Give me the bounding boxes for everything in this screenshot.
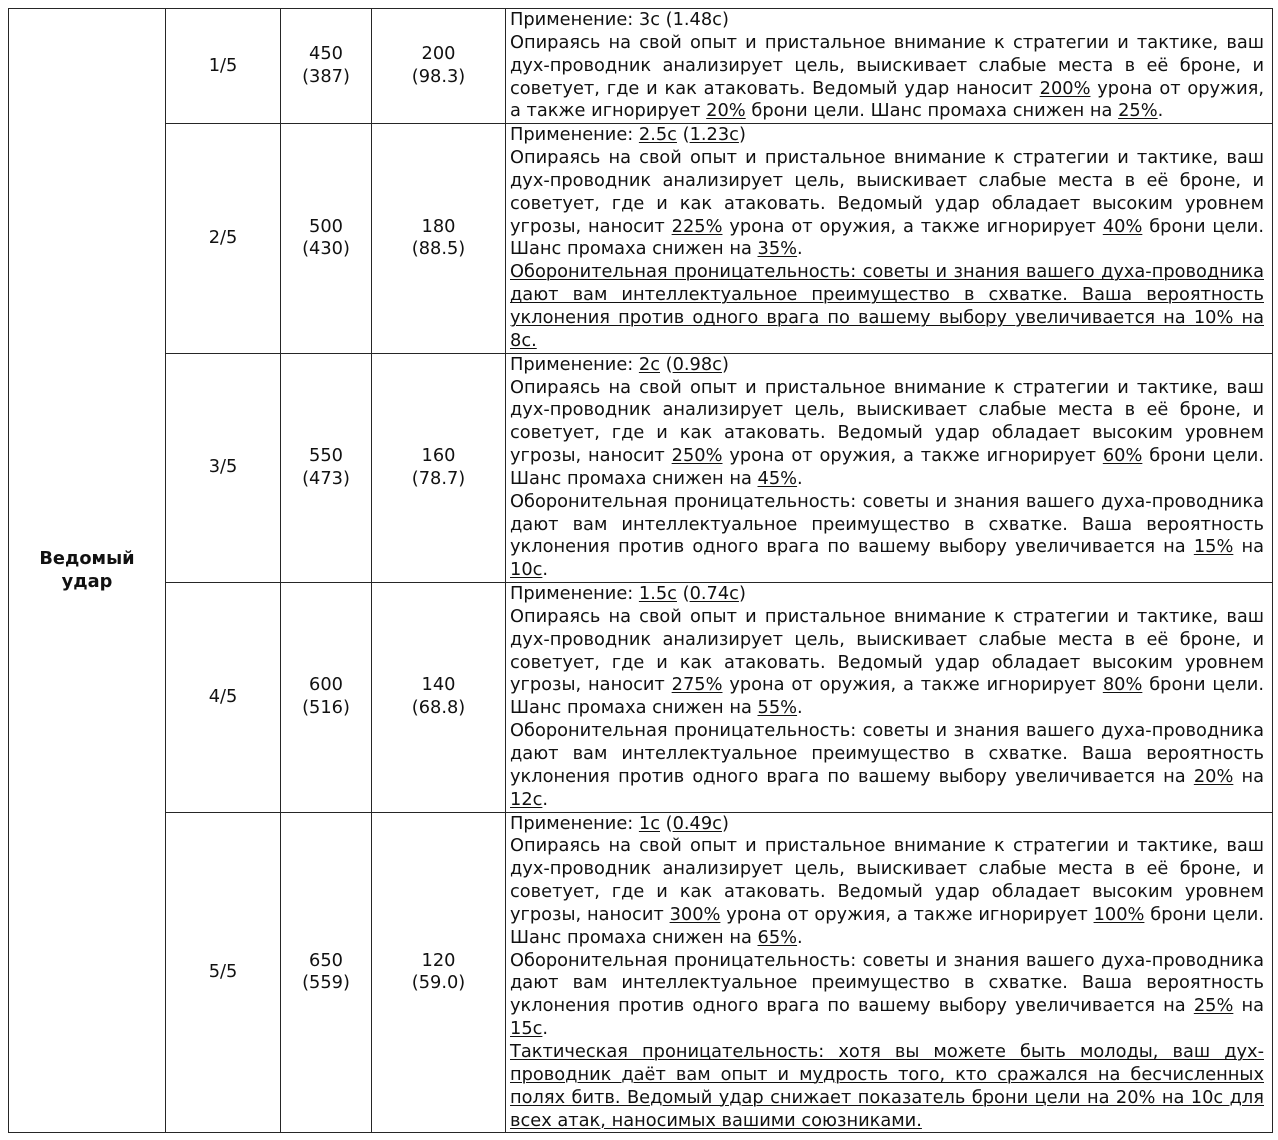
underlined-text: 20% (1193, 765, 1234, 787)
description-line (510, 789, 1264, 812)
description-text: Шанс промаха снижен на (510, 697, 758, 719)
description-line (510, 835, 1264, 858)
description-text: урона от оружия, а также игнорирует (722, 215, 1103, 237)
value-b: 160 (421, 445, 456, 467)
description-text: дух-проводник анализирует цель, выискивает слабые места в её броне, и (510, 169, 1264, 191)
value-b-cell (372, 812, 506, 1133)
description-text: угрозы, наносит (510, 445, 672, 467)
underlined-text: 25% (1118, 100, 1158, 122)
description-line (510, 743, 1264, 766)
description-line (510, 124, 1264, 147)
description-text: советует, где и как атаковать. Ведомый удар обладает высоким уровнем (510, 422, 1264, 444)
underlined-text: 20% (706, 100, 746, 122)
description-text: брони цели. (1142, 674, 1265, 696)
description-line (510, 606, 1264, 629)
description-paragraph (510, 261, 1264, 352)
description-text: дают вам интеллектуальное преимущество в схватке. Ваша вероятность (510, 743, 1264, 764)
description-text: Применение: (510, 583, 639, 605)
rank-label: 4/5 (208, 685, 238, 707)
underlined-text: 275% (671, 674, 723, 696)
rank-row (9, 583, 1273, 812)
underlined-text: 55% (757, 697, 798, 719)
description-text: брони цели. Шанс промаха снижен на (745, 100, 1119, 122)
description-text: уклонения против одного врага по вашему выбору увеличивается на (510, 995, 1194, 1017)
value-b-paren: (59.0) (411, 972, 466, 994)
description-line (510, 629, 1264, 652)
underlined-text: 80% (1102, 674, 1143, 696)
description-text: брони цели. (1142, 445, 1265, 467)
description-text: . (542, 788, 549, 810)
description-cell (506, 583, 1273, 812)
description-text: . (797, 926, 803, 948)
underlined-text: 0.98с (672, 353, 722, 375)
description-text: урона от оружия, (1090, 77, 1264, 99)
description-text: уклонения против одного врага по вашему выбору увеличивается на (510, 536, 1194, 558)
description-line (510, 652, 1264, 675)
description-line (510, 813, 1264, 836)
description-line (510, 9, 1264, 32)
description-cell (506, 9, 1273, 124)
description-text: дух-проводник анализирует цель, выискивает слабые места в её броне, и (510, 399, 1264, 421)
value-b-cell (372, 583, 506, 812)
underlined-text: 1.23с (689, 124, 739, 146)
description-text: ) (721, 812, 729, 834)
description-text: Оборонительная проницательность: советы и знания вашего духа-проводника (510, 949, 1264, 971)
description-line (510, 261, 1264, 284)
description-text: Оборонительная проницательность: советы и знания вашего духа-проводника (510, 720, 1264, 742)
description-text: ) (721, 353, 729, 375)
description-text: ( (660, 812, 673, 834)
description-text: дух-проводник анализирует цель, выискивает слабые места в её броне, и (510, 628, 1264, 650)
description-text: советует, где и как атаковать. Ведомый удар наносит (510, 77, 1040, 99)
description-text: брони цели. (1144, 903, 1265, 925)
underlined-text: Тактическая проницательность: хотя вы можете быть молоды, ваш дух- (510, 1040, 1264, 1062)
description-line (510, 950, 1264, 973)
description-paragraph (510, 354, 1264, 377)
value-a-paren: (430) (302, 238, 350, 260)
description-text: ( (676, 124, 690, 146)
description-paragraph (510, 124, 1264, 147)
description-text: Шанс промаха снижен на (510, 238, 758, 260)
description-paragraph (510, 813, 1264, 836)
description-paragraph (510, 9, 1264, 32)
description-line (510, 674, 1264, 697)
value-a: 600 (309, 674, 343, 696)
description-text: Шанс промаха снижен на (510, 926, 758, 948)
description-paragraph (510, 32, 1264, 123)
description-text: Опираясь на свой опыт и пристальное внимание к стратегии и тактике, ваш (510, 31, 1264, 53)
value-a: 650 (309, 949, 343, 971)
description-line (510, 1041, 1264, 1064)
value-b: 120 (421, 949, 456, 971)
rank-label: 5/5 (208, 961, 238, 983)
value-a: 500 (309, 215, 343, 237)
description-text: советует, где и как атаковать. Ведомый удар обладает высоким уровнем (510, 881, 1264, 903)
rank-cell (166, 124, 281, 353)
description-text: советует, где и как атаковать. Ведомый удар обладает высоким уровнем (510, 192, 1264, 214)
rank-label: 2/5 (208, 227, 238, 249)
value-a-paren: (516) (302, 697, 350, 719)
description-text: дают вам интеллектуальное преимущество в схватке. Ваша вероятность (510, 972, 1264, 994)
underlined-text: 100% (1093, 903, 1145, 925)
rank-row (9, 124, 1273, 353)
description-text: урона от оружия, а также игнорирует (722, 674, 1103, 696)
description-text: на (1233, 995, 1264, 1017)
description-text: . (797, 238, 803, 260)
description-line (510, 972, 1264, 995)
underlined-text: 200% (1039, 77, 1091, 99)
description-text: а также игнорирует (510, 100, 707, 122)
underlined-text: 2с (638, 353, 660, 375)
description-line (510, 32, 1264, 55)
underlined-text: 0.49с (672, 812, 722, 834)
description-line (510, 170, 1264, 193)
description-text: Опираясь на свой опыт и пристальное внимание к стратегии и тактике, ваш (510, 376, 1264, 398)
description-line (510, 354, 1264, 377)
underlined-text: 65% (757, 926, 798, 948)
value-a-paren: (387) (302, 66, 350, 88)
underlined-text: полях битв. Ведомый удар снижает показатель брони цели на 20% на 10с для (510, 1086, 1264, 1108)
underlined-text: 300% (669, 903, 721, 925)
underlined-text: 60% (1102, 445, 1143, 467)
description-line (510, 399, 1264, 422)
description-line (510, 1064, 1264, 1087)
description-text: ) (738, 124, 746, 146)
description-text: дают вам интеллектуальное преимущество в схватке. Ваша вероятность (510, 513, 1264, 535)
description-text: Оборонительная проницательность: советы и знания вашего духа-проводника (510, 490, 1264, 512)
description-text: ( (676, 583, 690, 605)
description-line (510, 904, 1264, 927)
value-b: 200 (421, 43, 456, 65)
underlined-text: 45% (757, 467, 798, 489)
underlined-text: 2.5с (638, 124, 677, 146)
value-b-paren: (88.5) (411, 238, 466, 260)
underlined-text: 12с (510, 788, 543, 810)
skill-name: Ведомый удар (39, 547, 135, 592)
description-text: ( (660, 353, 673, 375)
description-text: Применение: (510, 124, 639, 146)
description-line (510, 536, 1264, 559)
value-b-cell (372, 9, 506, 124)
value-a-cell (281, 9, 372, 124)
value-a: 550 (309, 445, 343, 467)
value-a-paren: (473) (302, 467, 350, 489)
description-cell (506, 124, 1273, 353)
description-text: урона от оружия, а также игнорирует (720, 903, 1094, 925)
underlined-text: всех атак, наносимых вашими союзниками. (510, 1109, 922, 1131)
description-text: уклонения против одного врага по вашему выбору увеличивается на (510, 765, 1194, 787)
description-paragraph (510, 147, 1264, 261)
description-line (510, 927, 1264, 950)
rank-cell (166, 583, 281, 812)
skill-name-cell (9, 9, 166, 1133)
description-text: ) (738, 583, 746, 605)
value-b-paren: (68.8) (411, 697, 466, 719)
value-a-cell (281, 583, 372, 812)
description-text: Опираясь на свой опыт и пристальное внимание к стратегии и тактике, ваш (510, 147, 1264, 169)
rank-cell (166, 812, 281, 1133)
description-line (510, 858, 1264, 881)
underlined-text: 1.5с (638, 583, 677, 605)
description-paragraph (510, 583, 1264, 606)
underlined-text: уклонения против одного врага по вашему выбору увеличивается на 10% на (510, 306, 1264, 328)
description-line (510, 720, 1264, 743)
description-paragraph (510, 835, 1264, 949)
value-b: 140 (421, 674, 456, 696)
underlined-text: 10с (510, 559, 543, 581)
description-paragraph (510, 1041, 1264, 1132)
description-paragraph (510, 377, 1264, 491)
description-text: урона от оружия, а также игнорирует (722, 445, 1103, 467)
description-line (510, 1110, 1264, 1133)
description-line (510, 697, 1264, 720)
description-text: . (542, 1018, 549, 1040)
underlined-text: 15% (1193, 536, 1234, 558)
description-line (510, 216, 1264, 239)
description-line (510, 55, 1264, 78)
description-line (510, 307, 1264, 330)
description-line (510, 559, 1264, 582)
description-line (510, 100, 1264, 123)
description-line (510, 514, 1264, 537)
rank-row (9, 812, 1273, 1133)
description-line (510, 445, 1264, 468)
description-line (510, 284, 1264, 307)
description-line (510, 193, 1264, 216)
description-line (510, 1018, 1264, 1041)
rank-label: 1/5 (208, 54, 238, 76)
underlined-text: Оборонительная проницательность: советы и знания вашего духа-проводника (510, 261, 1264, 283)
underlined-text: 25% (1193, 995, 1234, 1017)
underlined-text: 35% (757, 238, 798, 260)
description-line (510, 468, 1264, 491)
rank-label: 3/5 (208, 456, 238, 478)
description-paragraph (510, 950, 1264, 1041)
description-text: . (797, 467, 803, 489)
value-b-paren: (78.7) (411, 467, 466, 489)
description-text: угрозы, наносит (510, 674, 672, 696)
description-line (510, 766, 1264, 789)
description-text: дух-проводник анализирует цель, выискивает слабые места в её броне, и (510, 54, 1264, 76)
underlined-text: 1с (638, 812, 660, 834)
description-text: Опираясь на свой опыт и пристальное внимание к стратегии и тактике, ваш (510, 605, 1264, 627)
value-b: 180 (421, 215, 456, 237)
description-cell (506, 812, 1273, 1133)
description-paragraph (510, 491, 1264, 582)
description-text: Применение: (510, 353, 639, 375)
description-paragraph (510, 720, 1264, 811)
rank-row (9, 9, 1273, 124)
description-cell (506, 353, 1273, 582)
underlined-text: дают вам интеллектуальное преимущество в схватке. Ваша вероятность (510, 284, 1264, 306)
value-a-cell (281, 124, 372, 353)
description-text: . (1157, 100, 1164, 122)
value-a-cell (281, 812, 372, 1133)
description-line (510, 881, 1264, 904)
description-line (510, 583, 1264, 606)
description-text: на (1233, 765, 1264, 787)
description-line (510, 377, 1264, 400)
description-text: угрозы, наносит (510, 215, 672, 237)
value-a: 450 (309, 43, 343, 65)
description-line (510, 147, 1264, 170)
underlined-text: 15с (510, 1018, 543, 1040)
value-b-paren: (98.3) (411, 66, 466, 88)
underlined-text: 40% (1102, 215, 1143, 237)
description-line (510, 1087, 1264, 1110)
value-b-cell (372, 353, 506, 582)
description-paragraph (510, 606, 1264, 720)
description-text: Опираясь на свой опыт и пристальное внимание к стратегии и тактике, ваш (510, 835, 1264, 857)
value-a-cell (281, 353, 372, 582)
description-line (510, 78, 1264, 101)
value-b-cell (372, 124, 506, 353)
description-text: угрозы, наносит (510, 903, 670, 925)
description-line (510, 422, 1264, 445)
rank-cell (166, 9, 281, 124)
description-text: . (542, 559, 549, 581)
description-line (510, 238, 1264, 261)
underlined-text: 250% (671, 445, 723, 467)
description-text: дух-проводник анализирует цель, выискивает слабые места в её броне, и (510, 858, 1264, 880)
description-text: . (797, 697, 803, 719)
description-text: брони цели. (1142, 215, 1265, 237)
underlined-text: проводник даёт вам опыт и мудрость того, кто сражался на бесчисленных (510, 1063, 1264, 1085)
underlined-text: 8с. (510, 329, 537, 351)
description-text: Применение: (510, 812, 639, 834)
value-a-paren: (559) (302, 972, 350, 994)
rank-row (9, 353, 1273, 582)
underlined-text: 225% (671, 215, 723, 237)
description-line (510, 995, 1264, 1018)
description-line (510, 491, 1264, 514)
description-line (510, 330, 1264, 353)
description-text: на (1233, 536, 1264, 558)
underlined-text: 0.74с (689, 583, 739, 605)
rank-cell (166, 353, 281, 582)
description-text: Применение: 3с (1.48с) (510, 9, 729, 30)
skill-rank-table (8, 8, 1273, 1133)
description-text: Шанс промаха снижен на (510, 467, 758, 489)
description-text: советует, где и как атаковать. Ведомый удар обладает высоким уровнем (510, 651, 1264, 673)
